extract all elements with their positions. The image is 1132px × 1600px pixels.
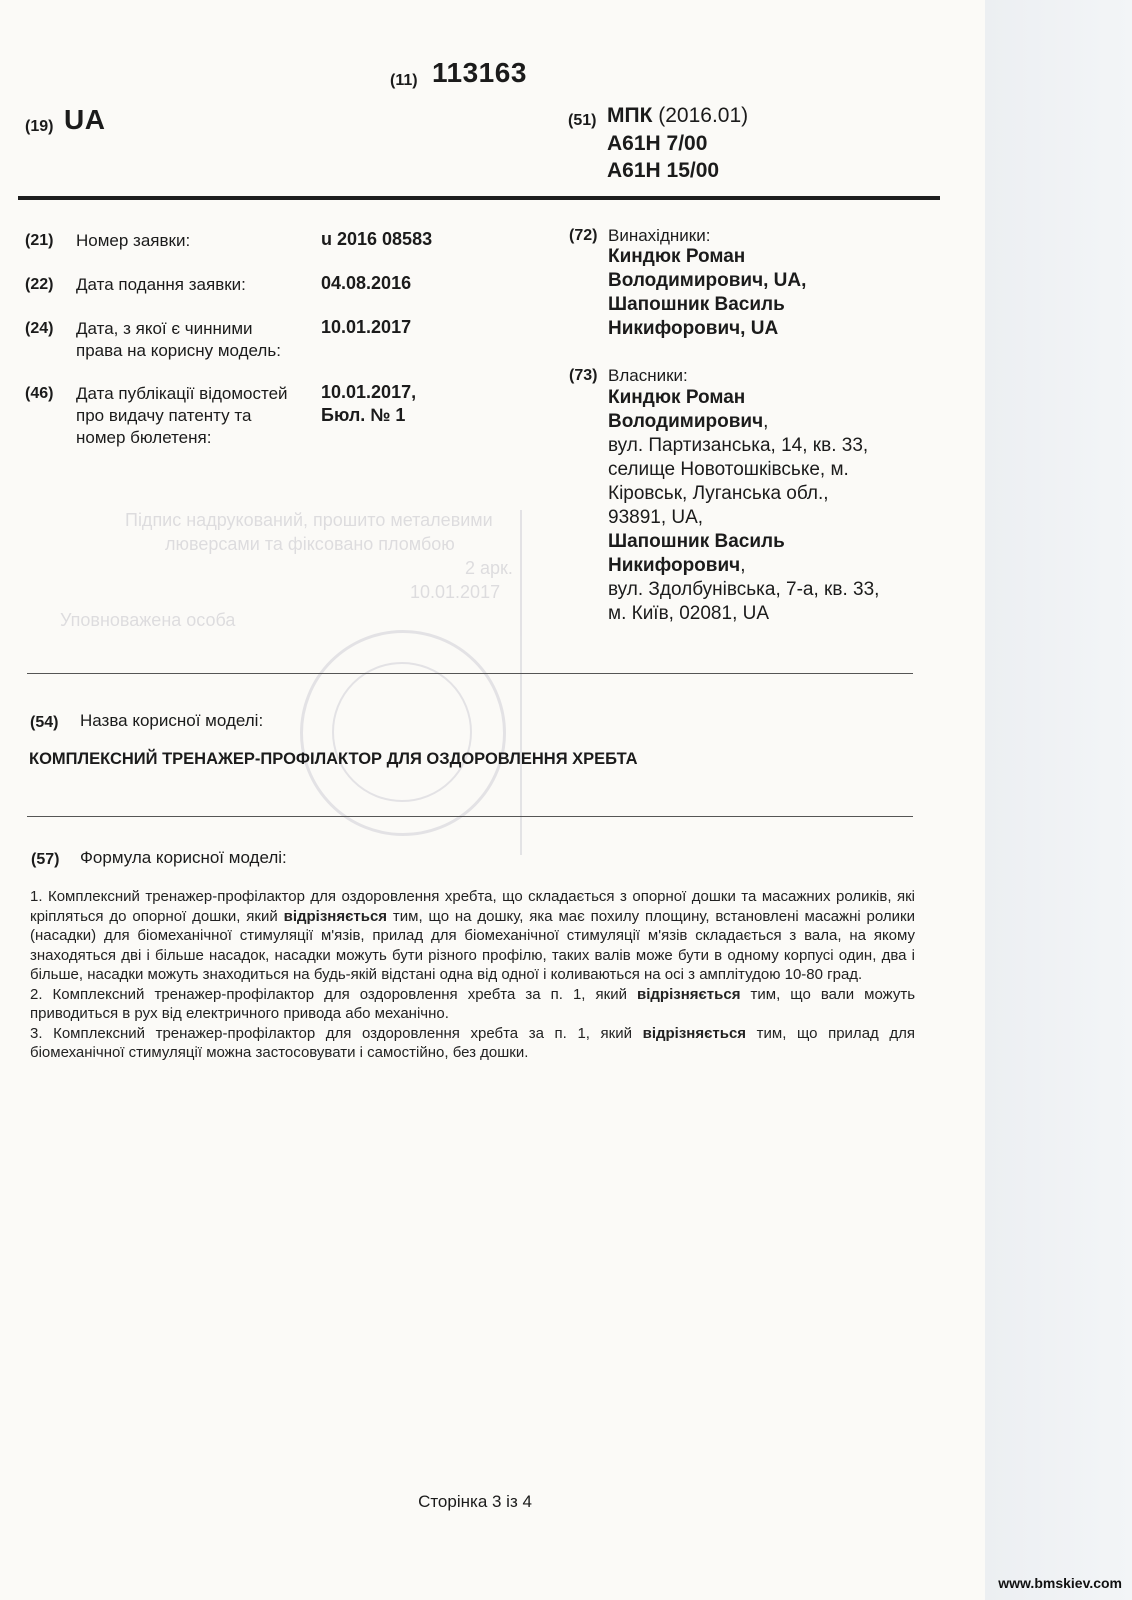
ipc-class: A61H 15/00 (607, 159, 720, 182)
field-label: Дата подання заявки: (76, 275, 246, 294)
publication-date: 10.01.2017, (321, 382, 417, 402)
filing-date: 04.08.2016 (321, 273, 412, 293)
inventor-line: Киндюк Роман (608, 246, 746, 267)
claim-2: 2. Комплексний тренажер-профілактор для оздоровлення хребта за п. 1, який відрізняється тим, що вали можуть приводиться в рух від електричного привода або механічно. (30, 985, 916, 1022)
owners-label: Власники: (608, 366, 688, 385)
claims-label: Формула корисної моделі: (80, 848, 287, 867)
site-url: www.bmskiev.com (998, 1575, 1122, 1591)
stamp-line: 10.01.2017 (410, 582, 501, 602)
owner-line: Никифорович, (608, 555, 746, 576)
inventors-label: Винахідники: (608, 226, 711, 245)
page-number: Сторінка 3 із 4 (418, 1492, 532, 1511)
field-code: (21) (25, 232, 54, 249)
field-label: номер бюлетеня: (76, 428, 212, 447)
owner-line: Шапошник Василь (608, 531, 785, 552)
effective-date: 10.01.2017 (321, 317, 412, 337)
bulletin-number: Бюл. № 1 (321, 405, 406, 425)
owner-line: м. Київ, 02081, UA (608, 603, 770, 624)
ipc-class: A61H 7/00 (607, 132, 708, 155)
country: UA (64, 104, 106, 135)
inventors-list (608, 245, 806, 341)
inventor-line: Володимирович, UA, (608, 270, 807, 291)
claim-3: 3. Комплексний тренажер-профілактор для оздоровлення хребта за п. 1, який відрізняється тим, що прилад для біомеханічної стимуляції можна застосовувати і самостійно, без дошки. (30, 1024, 916, 1061)
field-label: Дата публікації відомостей (76, 384, 288, 403)
field-code: (24) (25, 320, 54, 337)
owner-line: вул. Партизанська, 14, кв. 33, (608, 435, 869, 456)
inventor-line: Шапошник Василь (608, 294, 785, 315)
field-code: (22) (25, 276, 54, 293)
field-label: Номер заявки: (76, 231, 191, 250)
stamp-line: Уповноважена особа (60, 610, 236, 630)
field-label: Дата, з якої є чинними (76, 319, 253, 338)
field-code: (73) (569, 367, 598, 384)
field-code: (57) (31, 851, 60, 868)
owner-line: Киндюк Роман (608, 387, 746, 408)
claim-1: 1. Комплексний тренажер-профілактор для оздоровлення хребта, що складається з опорної дошки та масажних роликів, які кріпляться до опорної дошки, який відрізняється тим, що на дошку, яка має похилу площину, встановлені масажні ролики (насадки) для біомеханічної стимуляції м'язів, прилад для біомеханічної стимуляції м'язів складається з вала, на якому знаходяться дві і більше насадок, насадки можуть бути різного профілю, таких валів може бути в одному корпусі один, два і більше, насадки можуть знаходиться на будь-якій відстані одна від одної і коливаються на осі з амплітудою 10-80 град. (30, 888, 915, 983)
claims-text (30, 887, 915, 1063)
owner-line: Кіровськ, Луганська обл., (608, 483, 829, 504)
ipc-heading (607, 104, 748, 128)
stamp-line: 2 арк. (465, 558, 513, 578)
inventor-line: Никифорович, UA (608, 318, 779, 339)
owner-line: Володимирович, (608, 411, 769, 432)
field-label: права на корисну модель: (76, 341, 281, 360)
owner-line: 93891, UA, (608, 507, 704, 528)
field-code: (72) (569, 227, 598, 244)
owner-line: вул. Здолбунівська, 7-а, кв. 33, (608, 579, 880, 600)
section-divider (27, 673, 913, 674)
stamp-line: люверсами та фіксовано пломбою (165, 534, 455, 554)
header-divider (18, 196, 940, 200)
scan-margin (985, 0, 1132, 1600)
stamp-line: Підпис надрукований, прошито металевими (125, 510, 493, 530)
owner-line: селище Новотошківське, м. (608, 459, 849, 480)
ipc-year: (2016.01) (658, 104, 749, 127)
title-label: Назва корисної моделі: (80, 711, 264, 730)
patent-number: 113163 (432, 57, 527, 88)
field-label: про видачу патенту та (76, 406, 252, 425)
section-divider (27, 816, 913, 817)
field-code: (46) (25, 385, 54, 402)
owners-list (608, 386, 879, 626)
utility-model-title: КОМПЛЕКСНИЙ ТРЕНАЖЕР-ПРОФІЛАКТОР ДЛЯ ОЗДОРОВЛЕННЯ ХРЕБТА (29, 750, 638, 768)
field-code: (54) (30, 714, 59, 731)
ipc-label: МПК (607, 104, 653, 127)
ipc-code: (51) (568, 112, 597, 129)
pub-code: (11) (390, 72, 418, 89)
country-code: (19) (25, 118, 54, 135)
application-number: u 2016 08583 (321, 229, 433, 249)
